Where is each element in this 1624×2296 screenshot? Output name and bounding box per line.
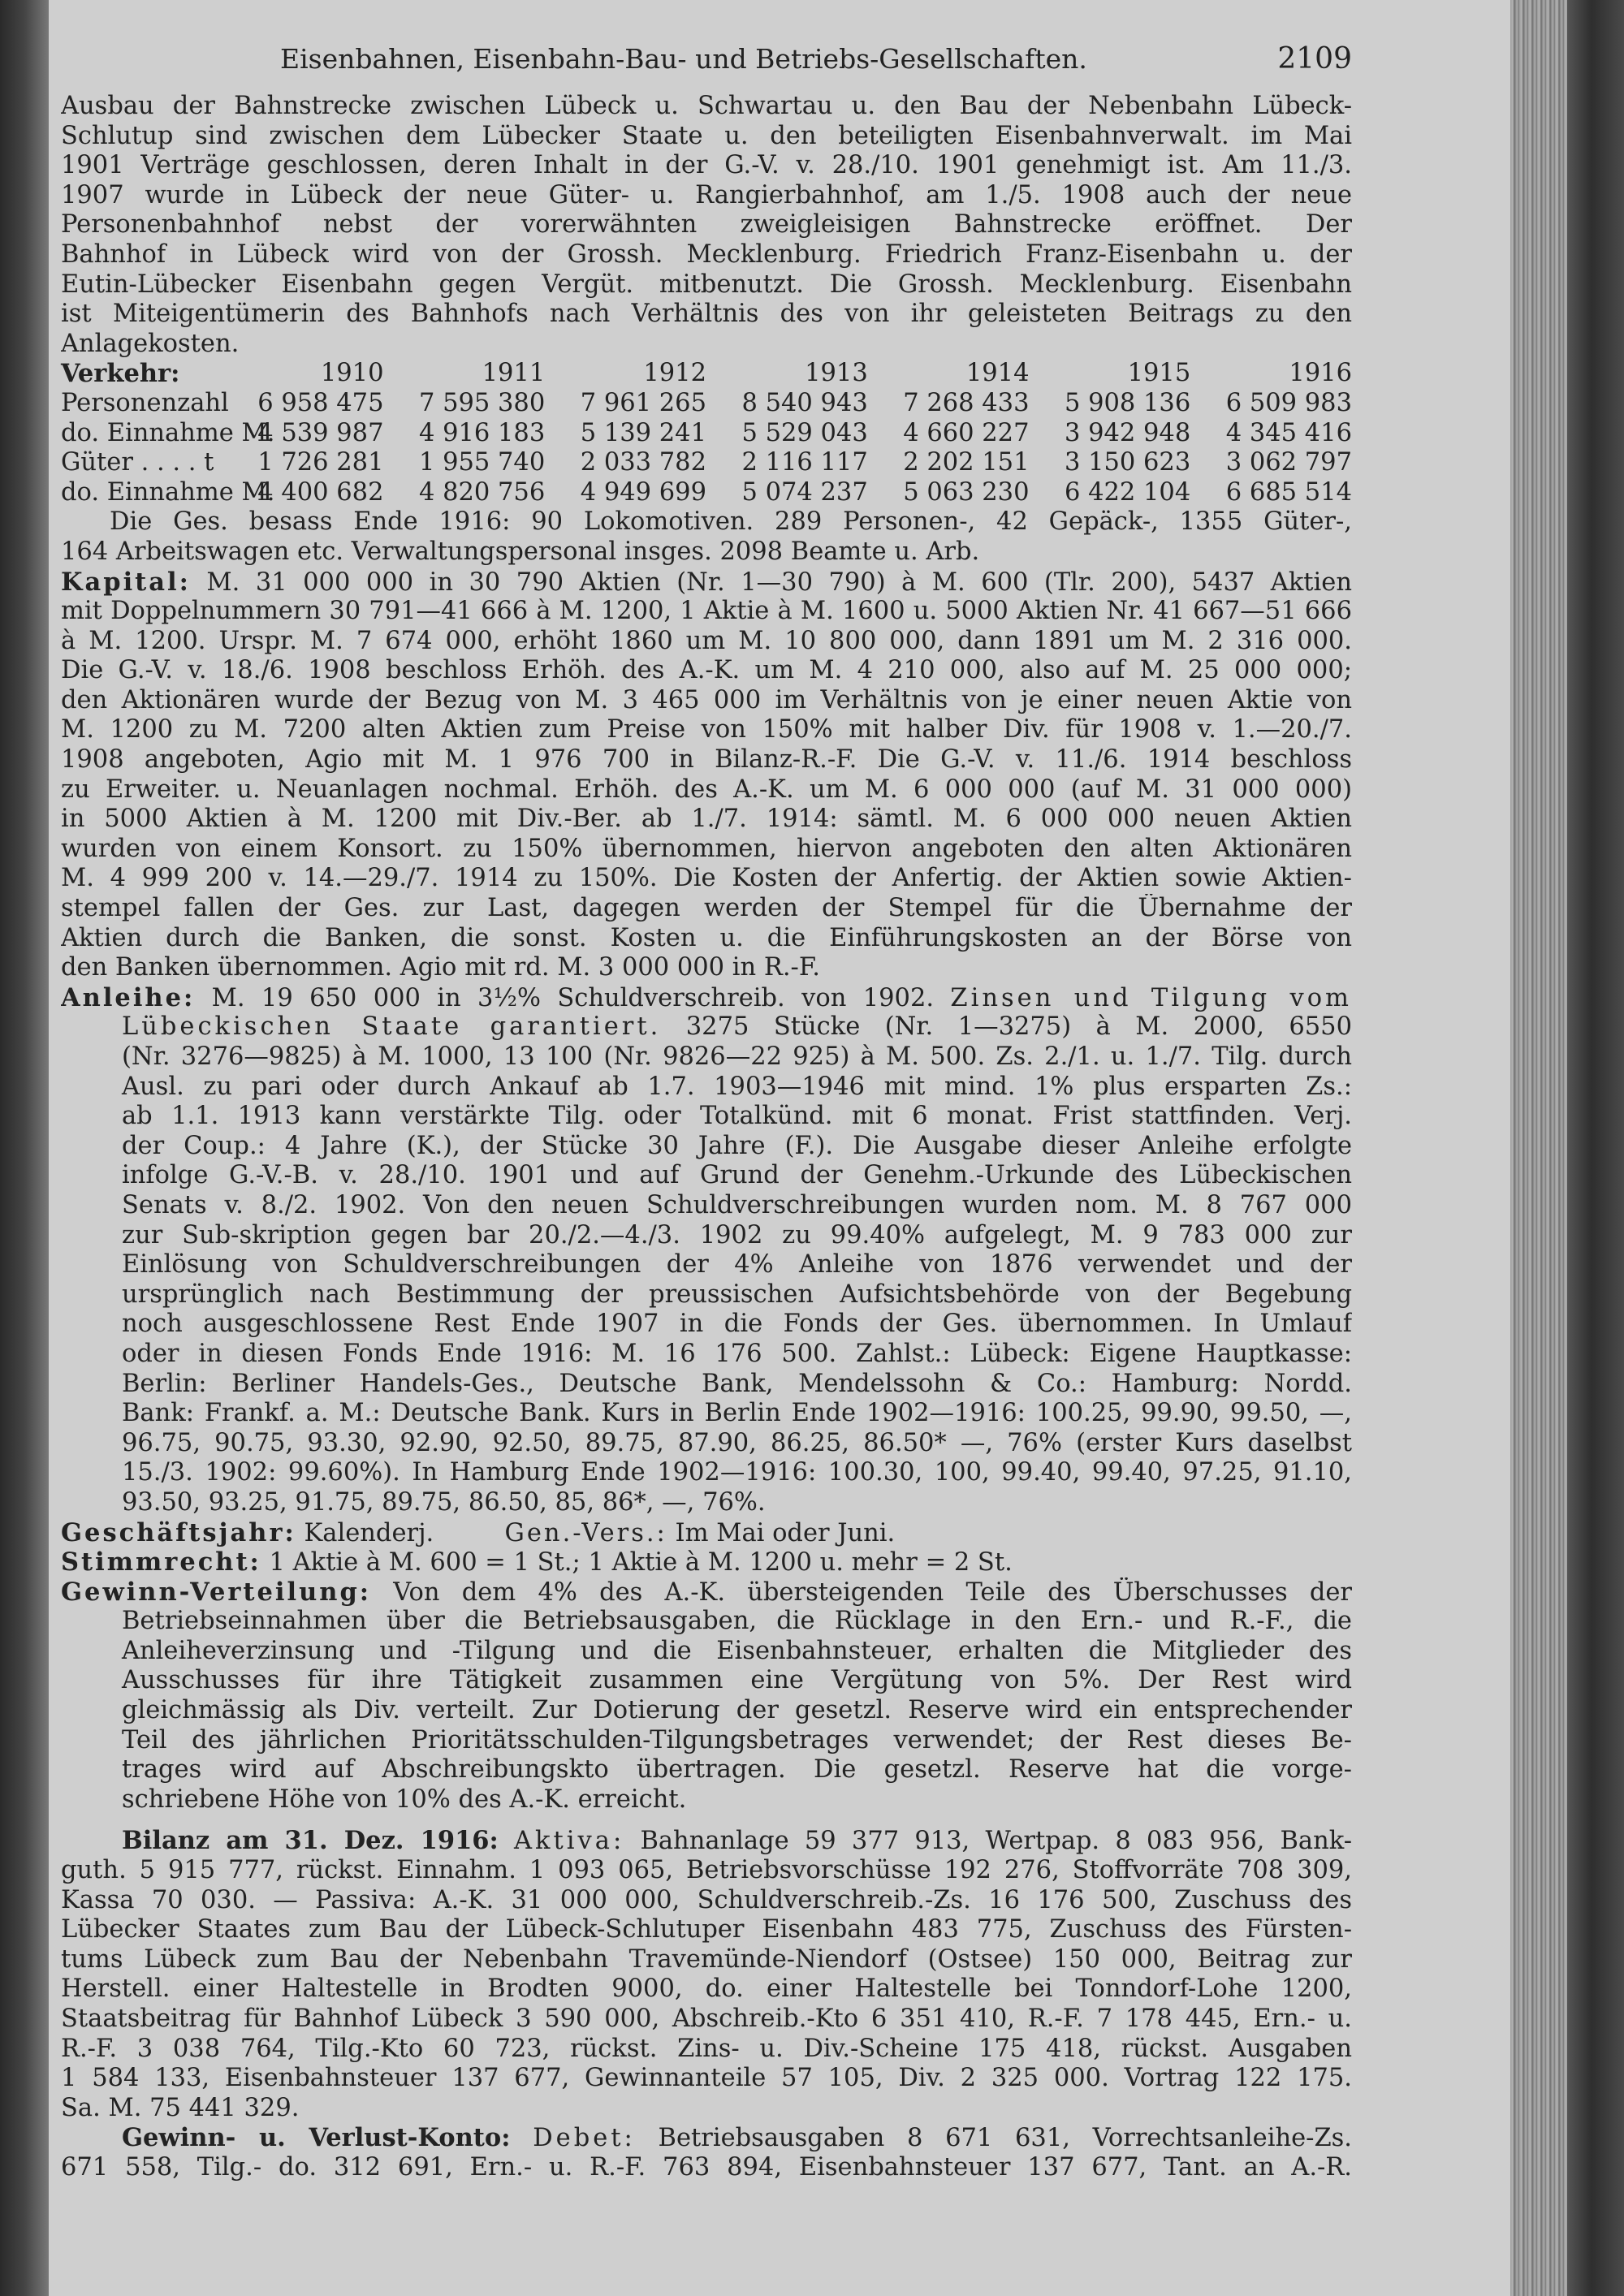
page-content (61, 42, 1352, 2183)
verkehr-cell: 4 660 227 (903, 418, 1030, 447)
book-binding-edge (1567, 0, 1624, 2296)
text-line: ursprünglich nach Bestimmung der preussischen Aufsichtsbehörde von der Begebung (122, 1280, 1352, 1309)
text-line: den Aktionären wurde der Bezug von M. 3 465 000 im Verhältnis von je einer neuen Aktie von (61, 685, 1352, 714)
text-line: Lübecker Staates zum Bau der Lübeck-Schlutuper Eisenbahn 483 775, Zuschuss des Fürsten- (61, 1915, 1352, 1944)
text-line: Schlutup sind zwischen dem Lübecker Staate u. den beteiligten Eisenbahnverwalt. im Mai (61, 121, 1352, 150)
debet-label: Debet: (533, 2124, 636, 2153)
geschaeftsjahr-line (61, 1518, 1352, 1548)
verkehr-cell: 6 509 983 (1225, 388, 1352, 417)
text-line: Ausbau der Bahnstrecke zwischen Lübeck u. Schwartau u. den Bau der Nebenbahn Lübeck- (61, 92, 1352, 120)
guv-label: Gewinn- u. Verlust-Konto: (122, 2123, 511, 2153)
geschaeftsjahr-label: Geschäftsjahr: (61, 1517, 296, 1547)
anleihe-section (61, 983, 1352, 1518)
anleihe-label: Anleihe: (61, 982, 196, 1012)
verkehr-cell: 4 820 756 (419, 477, 546, 507)
text-line: M. 4 999 200 v. 14.—29./7. 1914 zu 150%. Die Kosten der Anfertig. der Aktien sowie Aktien- (61, 864, 1352, 893)
verkehr-cell: 6 422 104 (1065, 477, 1191, 507)
gewinn-verteilung-section (61, 1577, 1352, 1815)
bilanz-label: Bilanz am 31. Dez. 1916: (122, 1826, 499, 1856)
text-line: Herstell. einer Haltestelle in Brodten 9000, do. einer Haltestelle bei Tonndorf-Lohe 1200, (61, 1974, 1352, 2004)
text-line: trages wird auf Abschreibungskto übertragen. Die gesetzl. Reserve hat die vorge- (122, 1755, 1352, 1785)
verkehr-cell: 2 202 151 (903, 448, 1030, 477)
gewinn-verteilung-label: Gewinn-Verteilung: (61, 1577, 372, 1607)
text-line: Berlin: Berliner Handels-Ges., Deutsche Bank, Mendelssohn & Co.: Hamburg: Nordd. (122, 1369, 1352, 1398)
text-line: ab 1.1. 1913 kann verstärkte Tilg. oder Totalkünd. mit 6 monat. Frist stattfinden. Verj. (122, 1102, 1352, 1131)
text-line: stempel fallen der Ges. zur Last, dagegen werden der Stempel für die Übernahme der (61, 894, 1352, 923)
verkehr-row (61, 448, 1352, 478)
year-header: 1916 (1289, 359, 1352, 388)
text-line: schriebene Höhe von 10% des A.-K. erreicht. (122, 1785, 687, 1814)
text-line: (Nr. 3276—9825) à M. 1000, 13 100 (Nr. 9826—22 925) à M. 500. Zs. 2./1. u. 1./7. Tilg. durch (122, 1042, 1352, 1071)
text-line: Bahnhof in Lübeck wird von der Grossh. Mecklenburg. Friedrich Franz-Eisenbahn u. der (61, 240, 1352, 269)
text-line: 164 Arbeitswagen etc. Verwaltungspersonal insges. 2098 Beamte u. Arb. (61, 537, 980, 566)
gen-vers-value: Im Mai oder Juni. (675, 1518, 896, 1547)
gen-vers-label: Gen.-Vers.: (504, 1518, 667, 1547)
geschaeftsjahr-value: Kalenderj. (304, 1518, 434, 1547)
verkehr-label: Verkehr: (61, 359, 180, 389)
text-line: Ausl. zu pari oder durch Ankauf ab 1.7. 1903—1946 mit mind. 1% plus ersparten Zs.: (122, 1072, 1352, 1101)
text-line (61, 1577, 1352, 1608)
year-header: 1915 (1127, 359, 1191, 388)
text-line: oder in diesen Fonds Ende 1916: M. 16 176 500. Zahlst.: Lübeck: Eigene Hauptkasse: (122, 1339, 1352, 1368)
anleihe-text: 3275 Stücke (Nr. 1—3275) à M. 2000, 6550 (685, 1012, 1352, 1042)
text-line: Ausschusses für ihre Tätigkeit zusammen eine Vergütung von 5%. Der Rest wird (122, 1666, 1352, 1695)
text-line: 93.50, 93.25, 91.75, 89.75, 86.50, 85, 86*, —, 76%. (122, 1487, 766, 1517)
verkehr-header-row (61, 359, 1352, 389)
text-line: 1907 wurde in Lübeck der neue Güter- u. Rangierbahnhof, am 1./5. 1908 auch der neue (61, 180, 1352, 209)
text-line: guth. 5 915 777, rückst. Einnahm. 1 093 065, Betriebsvorschüsse 192 276, Stoffvorräte 708 309, (61, 1856, 1352, 1885)
verkehr-cell: 4 539 987 (257, 418, 384, 447)
text-line: gleichmässig als Div. verteilt. Zur Dotierung der gesetzl. Reserve wird ein entsprechender (122, 1696, 1352, 1725)
verkehr-cell: 4 949 699 (580, 477, 706, 507)
verkehr-cell: 6 958 475 (257, 388, 384, 417)
verkehr-row-label: do. Einnahme M. (61, 477, 275, 507)
text-line: 671 558, Tilg.- do. 312 691, Ern.- u. R.-F. 763 894, Eisenbahnsteuer 137 677, Tant. an A.-R. (61, 2152, 1352, 2182)
aktiva-label: Aktiva: (514, 1827, 625, 1856)
text-line: infolge G.-V.-B. v. 28./10. 1901 und auf Grund der Genehm.-Urkunde des Lübeckischen (122, 1161, 1352, 1190)
stimmrecht-label: Stimmrecht: (61, 1547, 261, 1577)
bilanz-section (61, 1826, 1352, 2123)
text-line: Teil des jährlichen Prioritätsschulden-Tilgungsbetrages verwendet; der Rest dieses Be- (122, 1725, 1352, 1754)
text-line: M. 1200 zu M. 7200 alten Aktien zum Preise von 150% mit halber Div. für 1908 v. 1.—20./7. (61, 715, 1352, 744)
verkehr-row (61, 478, 1352, 508)
text-line: der Coup.: 4 Jahre (K.), der Stücke 30 Jahre (F.). Die Ausgabe dieser Anleihe erfolgte (122, 1131, 1352, 1160)
text-line: Anlagekosten. (61, 329, 240, 358)
verkehr-cell: 5 074 237 (741, 477, 868, 507)
text-line: zur Sub-skription gegen bar 20./2.—4./3. 1902 zu 99.40% aufgelegt, M. 9 783 000 zur (122, 1220, 1352, 1249)
text-line: Einlösung von Schuldverschreibungen der 4% Anleihe von 1876 verwendet und der (122, 1250, 1352, 1280)
kapital-section (61, 568, 1352, 983)
fleet-paragraph (61, 507, 1352, 567)
text-line: Betriebseinnahmen über die Betriebsausgaben, die Rücklage in den Ern.- und R.-F., die (122, 1607, 1352, 1636)
text-line: Aktien durch die Banken, die sonst. Kosten u. die Einführungskosten an der Börse von (61, 923, 1352, 952)
text-line: noch ausgeschlossene Rest Ende 1907 in die Fonds der Ges. übernommen. In Umlauf (122, 1310, 1352, 1339)
verkehr-cell: 7 595 380 (419, 388, 546, 417)
verkehr-cell: 6 685 514 (1225, 477, 1352, 507)
verkehr-cell: 5 908 136 (1065, 388, 1191, 417)
stimmrecht-line (61, 1547, 1352, 1577)
text-line: Eutin-Lübecker Eisenbahn gegen Vergüt. mitbenutzt. Die Grossh. Mecklenburg. Eisenbahn (61, 270, 1352, 299)
text-line: Bank: Frankf. a. M.: Deutsche Bank. Kurs in Berlin Ende 1902—1916: 100.25, 99.90, 99.50, —, (122, 1399, 1352, 1428)
verkehr-cell: 1 726 281 (257, 448, 384, 477)
text-line: tums Lübeck zum Bau der Nebenbahn Travemünde-Niendorf (Ostsee) 150 000, Beitrag zur (61, 1944, 1352, 1974)
verkehr-cell: 2 033 782 (580, 448, 706, 477)
text-line: à M. 1200. Urspr. M. 7 674 000, erhöht 1860 um M. 10 800 000, dann 1891 um M. 2 316 000. (61, 626, 1352, 655)
text-line (61, 1012, 1352, 1042)
text-line: Die G.-V. v. 18./6. 1908 beschloss Erhöh. des A.-K. um M. 4 210 000, also auf M. 25 000 000; (61, 656, 1352, 685)
text-line: Sa. M. 75 441 329. (61, 2093, 300, 2122)
guv-text: Betriebsausgaben 8 671 631, Vorrechtsanleihe-Zs. (658, 2124, 1352, 2153)
text-line (61, 1826, 1352, 1856)
text-line: zu Erweiter. u. Neuanlagen nochmal. Erhöh. des A.-K. um M. 6 000 000 (auf M. 31 000 000) (61, 775, 1352, 804)
guv-section (61, 2123, 1352, 2182)
verkehr-row-label: do. Einnahme M. (61, 418, 275, 447)
text-line: wurden von einem Konsort. zu 150% übernommen, hiervon angeboten den alten Aktionären (61, 834, 1352, 863)
text-line: in 5000 Aktien à M. 1200 mit Div.-Ber. ab 1./7. 1914: sämtl. M. 6 000 000 neuen Aktien (61, 805, 1352, 834)
anleihe-guarantee-text: Zinsen und Tilgung vom (950, 983, 1352, 1012)
year-header: 1913 (805, 359, 868, 388)
intro-paragraph (61, 92, 1352, 359)
verkehr-table (61, 359, 1352, 507)
text-line: Senats v. 8./2. 1902. Von den neuen Schuldverschreibungen wurden nom. M. 8 767 000 (122, 1190, 1352, 1219)
text-line: 96.75, 90.75, 93.30, 92.90, 92.50, 89.75, 87.90, 86.25, 86.50* —, 76% (erster Kurs daselbst (122, 1428, 1352, 1457)
verkehr-row (61, 419, 1352, 449)
verkehr-cell: 4 400 682 (257, 477, 384, 507)
verkehr-cell: 3 150 623 (1065, 448, 1191, 477)
text-line (61, 568, 1352, 598)
gewinn-verteilung-text: Von dem 4% des A.-K. übersteigenden Teile des Überschusses der (393, 1577, 1352, 1607)
kapital-label: Kapital: (61, 567, 191, 597)
verkehr-cell: 2 116 117 (741, 448, 868, 477)
verkehr-cell: 5 063 230 (903, 477, 1030, 507)
page-number: 2109 (1277, 42, 1352, 76)
verkehr-cell: 7 268 433 (903, 388, 1030, 417)
year-header: 1914 (965, 359, 1030, 388)
verkehr-cell: 7 961 265 (580, 388, 706, 417)
verkehr-row (61, 389, 1352, 419)
verkehr-cell: 5 139 241 (580, 418, 706, 447)
kapital-text: M. 31 000 000 in 30 790 Aktien (Nr. 1—30 790) à M. 600 (Tlr. 200), 5437 Aktien (206, 568, 1352, 597)
text-line: Die Ges. besass Ende 1916: 90 Lokomotiven. 289 Personen-, 42 Gepäck-, 1355 Güter-, (110, 507, 1352, 537)
verkehr-cell: 3 062 797 (1225, 448, 1352, 477)
text-line: Personenbahnhof nebst der vorerwähnten zweigleisigen Bahnstrecke eröffnet. Der (61, 210, 1352, 240)
text-line: R.-F. 3 038 764, Tilg.-Kto 60 723, rückst. Zins- u. Div.-Scheine 175 418, rückst. Ausgaben (61, 2034, 1352, 2063)
text-line: den Banken übernommen. Agio mit rd. M. 3 000 000 in R.-F. (61, 953, 820, 982)
anleihe-guarantee-text: Lübeckischen Staate garantiert. (122, 1012, 662, 1042)
text-line: Anleiheverzinsung und -Tilgung und die Eisenbahnsteuer, erhalten die Mitglieder des (122, 1636, 1352, 1665)
bilanz-text: Bahnanlage 59 377 913, Wertpap. 8 083 956, Bank- (640, 1827, 1352, 1856)
year-header: 1912 (643, 359, 706, 388)
text-line (61, 2123, 1352, 2153)
running-header (61, 42, 1352, 92)
verkehr-cell: 4 345 416 (1225, 418, 1352, 447)
year-header: 1910 (320, 359, 384, 388)
anleihe-text: M. 19 650 000 in 3½% Schuldverschreib. von 1902. (211, 983, 935, 1012)
year-header: 1911 (482, 359, 546, 388)
verkehr-row-label: Personenzahl (61, 388, 229, 417)
text-line: 1 584 133, Eisenbahnsteuer 137 677, Gewinnanteile 57 105, Div. 2 325 000. Vortrag 122 175. (61, 2064, 1352, 2093)
stimmrecht-value: 1 Aktie à M. 600 = 1 St.; 1 Aktie à M. 1200 u. mehr = 2 St. (269, 1548, 1013, 1577)
text-line: Staatsbeitrag für Bahnhof Lübeck 3 590 000, Abschreib.-Kto 6 351 410, R.-F. 7 178 445, Ern.- u. (61, 2005, 1352, 2033)
verkehr-cell: 3 942 948 (1065, 418, 1191, 447)
text-line: ist Miteigentümerin des Bahnhofs nach Verhältnis des von ihr geleisteten Beitrags zu den (61, 300, 1352, 329)
verkehr-cell: 8 540 943 (741, 388, 868, 417)
text-line: mit Doppelnummern 30 791—41 666 à M. 1200, 1 Aktie à M. 1600 u. 5000 Aktien Nr. 41 667—51 666 (61, 597, 1352, 626)
verkehr-cell: 1 955 740 (419, 448, 546, 477)
running-title: Eisenbahnen, Eisenbahn-Bau- und Betriebs-Gesellschaften. (280, 43, 1087, 75)
text-line: 1908 angeboten, Agio mit M. 1 976 700 in Bilanz-R.-F. Die G.-V. v. 11./6. 1914 beschloss (61, 745, 1352, 775)
verkehr-cell: 4 916 183 (419, 418, 546, 447)
verkehr-cell: 5 529 043 (741, 418, 868, 447)
text-line: 15./3. 1902: 99.60%). In Hamburg Ende 1902—1916: 100.30, 100, 99.40, 99.40, 97.25, 91.10, (122, 1458, 1352, 1487)
text-line: Kassa 70 030. — Passiva: A.-K. 31 000 000, Schuldverschreib.-Zs. 16 176 500, Zuschuss des (61, 1885, 1352, 1914)
text-line (61, 983, 1352, 1013)
text-line: 1901 Verträge geschlossen, deren Inhalt in der G.-V. v. 28./10. 1901 genehmigt ist. Am 11./3. (61, 151, 1352, 180)
verkehr-row-label: Güter . . . . t (61, 448, 214, 477)
